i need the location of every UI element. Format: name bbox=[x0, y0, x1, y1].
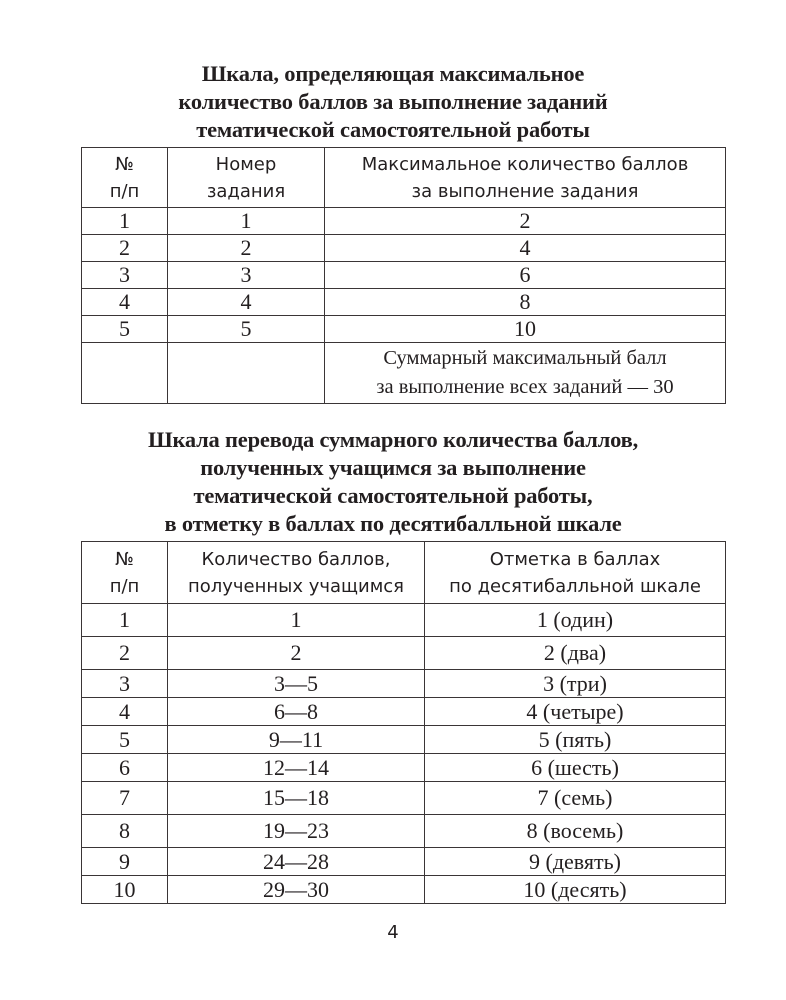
cell-grade: 2 (два) bbox=[425, 637, 726, 670]
table-row bbox=[82, 782, 726, 815]
cell-number: 1 bbox=[82, 604, 168, 637]
cell-grade: 3 (три) bbox=[425, 670, 726, 698]
table1-title-line: количество баллов за выполнение заданий bbox=[178, 89, 608, 114]
cell-points: 2 bbox=[168, 637, 425, 670]
header-number: № п/п bbox=[82, 148, 168, 208]
table-row bbox=[82, 670, 726, 698]
cell-points: 9—11 bbox=[168, 726, 425, 754]
cell-grade: 4 (четыре) bbox=[425, 698, 726, 726]
table1-title-line: Шкала, определяющая максимальное bbox=[201, 61, 585, 86]
cell-number: 8 bbox=[82, 815, 168, 848]
cell-task: 4 bbox=[168, 289, 325, 316]
table-row bbox=[82, 876, 726, 904]
page-number: 4 bbox=[387, 922, 399, 943]
table-row bbox=[82, 235, 726, 262]
cell-score: 4 bbox=[325, 235, 726, 262]
cell-grade: 1 (один) bbox=[425, 604, 726, 637]
cell-task: 3 bbox=[168, 262, 325, 289]
empty-cell bbox=[82, 343, 168, 404]
table-row bbox=[82, 208, 726, 235]
cell-number: 5 bbox=[82, 726, 168, 754]
table-row bbox=[82, 815, 726, 848]
header-task-number: Номер задания bbox=[168, 148, 325, 208]
table1-title bbox=[0, 60, 786, 144]
cell-number: 1 bbox=[82, 208, 168, 235]
table-row bbox=[82, 754, 726, 782]
header-grade: Отметка в баллах по десятибалльной шкале bbox=[425, 542, 726, 604]
table2-title bbox=[0, 426, 786, 538]
table2-title-line: Шкала перевода суммарного количества баллов, bbox=[147, 427, 639, 452]
total-score-note: Суммарный максимальный балл за выполнение всех заданий — 30 bbox=[325, 343, 726, 404]
cell-number: 2 bbox=[82, 235, 168, 262]
header-points-received: Количество баллов, полученных учащимся bbox=[168, 542, 425, 604]
table-row bbox=[82, 316, 726, 343]
cell-number: 9 bbox=[82, 848, 168, 876]
cell-task: 1 bbox=[168, 208, 325, 235]
cell-points: 29—30 bbox=[168, 876, 425, 904]
cell-score: 8 bbox=[325, 289, 726, 316]
table2-title-line: тематической самостоятельной работы, bbox=[193, 483, 593, 508]
cell-number: 2 bbox=[82, 637, 168, 670]
cell-points: 6—8 bbox=[168, 698, 425, 726]
empty-cell bbox=[168, 343, 325, 404]
cell-points: 19—23 bbox=[168, 815, 425, 848]
cell-score: 2 bbox=[325, 208, 726, 235]
cell-task: 5 bbox=[168, 316, 325, 343]
max-score-table bbox=[81, 147, 726, 404]
table-row bbox=[82, 604, 726, 637]
cell-number: 3 bbox=[82, 670, 168, 698]
cell-task: 2 bbox=[168, 235, 325, 262]
cell-points: 1 bbox=[168, 604, 425, 637]
table-header-row bbox=[82, 148, 726, 208]
cell-number: 3 bbox=[82, 262, 168, 289]
cell-grade: 8 (восемь) bbox=[425, 815, 726, 848]
cell-grade: 9 (девять) bbox=[425, 848, 726, 876]
table-header-row bbox=[82, 542, 726, 604]
cell-score: 10 bbox=[325, 316, 726, 343]
grade-conversion-table bbox=[81, 541, 726, 904]
cell-points: 12—14 bbox=[168, 754, 425, 782]
cell-grade: 10 (десять) bbox=[425, 876, 726, 904]
table-row bbox=[82, 637, 726, 670]
cell-number: 7 bbox=[82, 782, 168, 815]
cell-grade: 7 (семь) bbox=[425, 782, 726, 815]
table-row bbox=[82, 698, 726, 726]
table-total-row bbox=[82, 343, 726, 404]
table-row bbox=[82, 289, 726, 316]
header-number: № п/п bbox=[82, 542, 168, 604]
cell-number: 4 bbox=[82, 698, 168, 726]
header-max-score: Максимальное количество баллов за выполнение задания bbox=[325, 148, 726, 208]
table1-title-line: тематической самостоятельной работы bbox=[196, 117, 590, 142]
table-row bbox=[82, 848, 726, 876]
cell-points: 24—28 bbox=[168, 848, 425, 876]
cell-number: 4 bbox=[82, 289, 168, 316]
table-row bbox=[82, 726, 726, 754]
cell-grade: 5 (пять) bbox=[425, 726, 726, 754]
cell-number: 6 bbox=[82, 754, 168, 782]
cell-points: 3—5 bbox=[168, 670, 425, 698]
cell-points: 15—18 bbox=[168, 782, 425, 815]
cell-number: 5 bbox=[82, 316, 168, 343]
cell-number: 10 bbox=[82, 876, 168, 904]
cell-grade: 6 (шесть) bbox=[425, 754, 726, 782]
cell-score: 6 bbox=[325, 262, 726, 289]
table2-title-line: в отметку в баллах по десятибалльной шкале bbox=[164, 511, 622, 536]
table2-title-line: полученных учащимся за выполнение bbox=[200, 455, 586, 480]
table-row bbox=[82, 262, 726, 289]
